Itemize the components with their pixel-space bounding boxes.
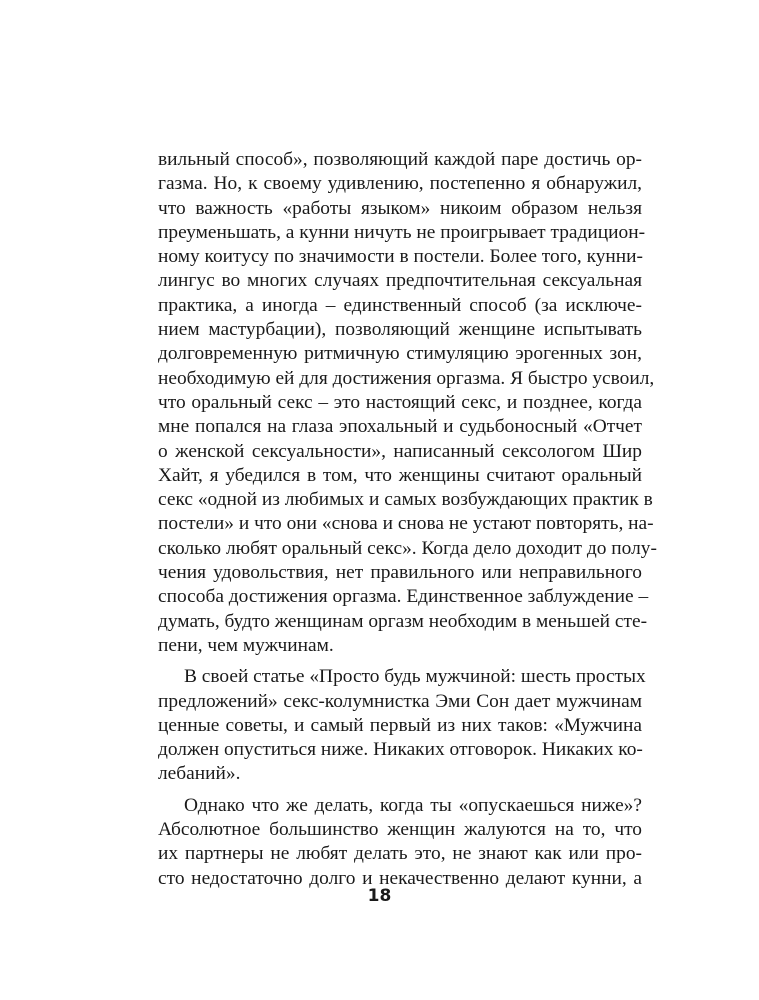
text-line: необходимую ей для достижения оргазма. Я быстро усвоил, bbox=[158, 367, 655, 389]
text-line: что важность «работы языком» никоим образом нельзя bbox=[158, 197, 642, 219]
text-line: долговременную ритмичную стимуляцию эрогенных зон, bbox=[158, 343, 642, 365]
text-line: Однако что же делать, когда ты «опускаешься ниже»? bbox=[184, 794, 642, 816]
paragraph-spacing bbox=[158, 658, 642, 665]
text-line: преуменьшать, а кунни ничуть не проигрывает традицион- bbox=[158, 221, 646, 243]
text-line: секс «одной из любимых и самых возбуждающих практик в bbox=[158, 489, 653, 511]
text-line: нием мастурбации), позволяющий женщине испытывать bbox=[158, 319, 642, 341]
text-line: ценные советы, и самый первый из них таков: «Мужчина bbox=[158, 714, 642, 736]
text-line: о женской сексуальности», написанный сексологом Шир bbox=[158, 440, 642, 462]
text-line: пени, чем мужчинам. bbox=[158, 634, 334, 656]
text-line: постели» и что они «снова и снова не устают повторять, на- bbox=[158, 513, 654, 535]
text-line: что оральный секс – это настоящий секс, и позднее, когда bbox=[158, 391, 642, 413]
text-line: мне попался на глаза эпохальный и судьбоносный «Отчет bbox=[158, 416, 642, 438]
paragraph-spacing bbox=[158, 787, 642, 794]
text-line: чения удовольствия, нет правильного или неправильного bbox=[158, 562, 642, 584]
text-line: сто недостаточно долго и некачественно делают кунни, а bbox=[158, 867, 642, 889]
text-line: способа достижения оргазма. Единственное заблуждение – bbox=[158, 586, 649, 608]
text-line: думать, будто женщинам оргазм необходим в меньшей сте- bbox=[158, 610, 648, 632]
body-text bbox=[158, 148, 657, 891]
page-number: 18 bbox=[367, 886, 392, 906]
text-line: предложений» секс-колумнистка Эми Сон дает мужчинам bbox=[158, 690, 642, 712]
text-line: ному коитусу по значимости в постели. Более того, кунни- bbox=[158, 246, 644, 268]
text-line: их партнеры не любят делать это, не знают как или про- bbox=[158, 843, 642, 865]
text-line: лингус во многих случаях предпочтительная сексуальная bbox=[158, 270, 642, 292]
text-line: Хайт, я убедился в том, что женщины считают оральный bbox=[158, 464, 642, 486]
text-line: лебаний». bbox=[158, 763, 241, 785]
text-line: вильный способ», позволяющий каждой паре достичь ор- bbox=[158, 149, 642, 170]
text-line: должен опуститься ниже. Никаких отговорок. Никаких ко- bbox=[158, 739, 643, 761]
text-line: практика, а иногда – единственный способ (за исключе- bbox=[158, 294, 642, 316]
text-line: В своей статье «Просто будь мужчиной: шесть простых bbox=[184, 666, 646, 688]
text-line: Абсолютное большинство женщин жалуются на то, что bbox=[158, 819, 642, 841]
text-line: сколько любят оральный секс». Когда дело доходит до полу- bbox=[158, 537, 657, 559]
text-line: газма. Но, к своему удивлению, постепенно я обнаружил, bbox=[158, 173, 642, 195]
